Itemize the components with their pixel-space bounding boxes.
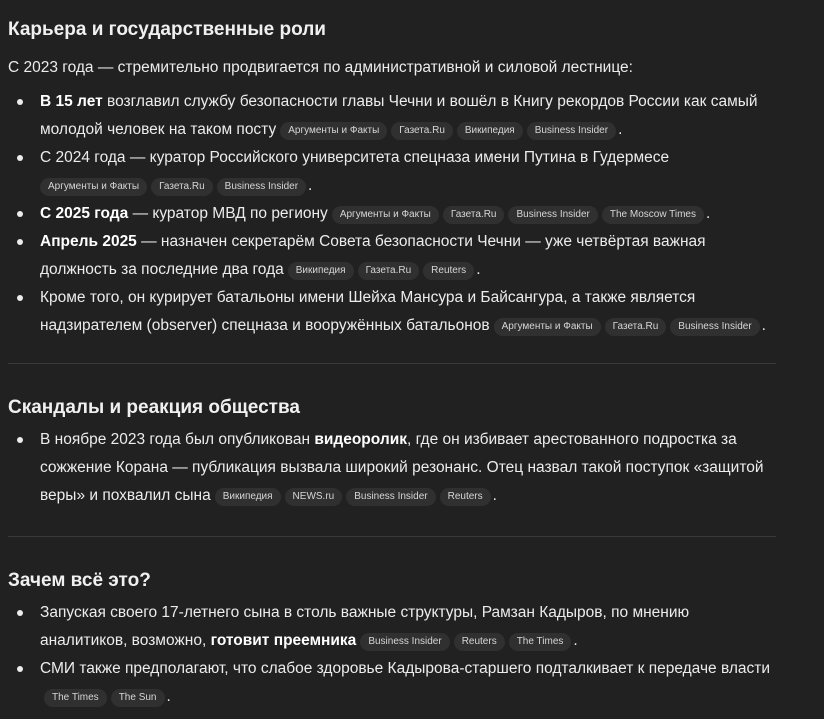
career-item-1 bbox=[8, 88, 778, 144]
divider bbox=[8, 363, 776, 364]
period: . bbox=[618, 121, 623, 138]
source-chip[interactable]: Аргументы и Факты bbox=[494, 318, 601, 336]
why-section bbox=[8, 569, 778, 711]
source-chip[interactable]: Business Insider bbox=[360, 633, 449, 651]
item-text: — куратор МВД по региону bbox=[128, 205, 328, 222]
source-chip[interactable]: Википедия bbox=[457, 122, 523, 140]
career-item-5 bbox=[8, 284, 778, 340]
bold-text: С 2025 года bbox=[40, 205, 129, 222]
item-text: Запуская своего 17-летнего сына в столь важные структуры, Рамзан Кадыров, по мнению аналитиков, возможно, bbox=[40, 604, 690, 649]
source-chip[interactable]: NEWS.ru bbox=[285, 488, 343, 506]
period: . bbox=[476, 261, 481, 278]
source-chip[interactable]: Business Insider bbox=[217, 178, 306, 196]
source-chip[interactable]: The Times bbox=[44, 689, 107, 707]
why-list bbox=[8, 599, 778, 711]
period: . bbox=[573, 632, 578, 649]
item-text: возглавил службу безопасности главы Чечни и вошёл в Книгу рекордов России как самый молодой человек на таком посту bbox=[40, 93, 758, 138]
career-heading: Карьера и государственные роли bbox=[8, 19, 326, 40]
item-text: Кроме того, он курирует батальоны имени Шейха Мансура и Байсангура, а также является надзирателем (observer) спецназа и вооружённых батальонов bbox=[40, 289, 696, 334]
divider bbox=[8, 536, 776, 537]
source-chip[interactable]: Газета.Ru bbox=[605, 318, 667, 336]
career-item-4 bbox=[8, 228, 778, 284]
why-item-1 bbox=[8, 599, 778, 655]
source-chip[interactable]: Википедия bbox=[215, 488, 281, 506]
bold-text: видеоролик bbox=[314, 431, 407, 448]
source-chip[interactable]: Business Insider bbox=[346, 488, 435, 506]
career-section bbox=[8, 18, 778, 340]
scandals-list bbox=[8, 426, 778, 510]
source-chip[interactable]: Газета.Ru bbox=[358, 262, 420, 280]
bold-text: готовит преемника bbox=[210, 632, 357, 649]
period: . bbox=[492, 487, 497, 504]
item-text: СМИ также предполагают, что слабое здоровье Кадырова-старшего подталкивает к передаче власти bbox=[40, 660, 771, 677]
item-text: — назначен секретарём Совета безопасности Чечни — уже четвёртая важная должность за последние два года bbox=[40, 233, 706, 278]
period: . bbox=[166, 688, 171, 705]
source-chip[interactable]: Reuters bbox=[440, 488, 491, 506]
item-text: В ноябре 2023 года был опубликован bbox=[40, 431, 315, 448]
bold-text: Апрель 2025 bbox=[40, 233, 137, 250]
why-item-2 bbox=[8, 655, 778, 711]
source-chip[interactable]: Business Insider bbox=[508, 206, 597, 224]
item-text: , где он избивает арестованного подростка за сожжение Корана — публикация вызвала широкий резонанс. Отец назвал такой поступок «защитой веры» и похвалил сына bbox=[40, 431, 764, 504]
source-chip[interactable]: Business Insider bbox=[670, 318, 759, 336]
source-chip[interactable]: Reuters bbox=[423, 262, 474, 280]
career-item-3 bbox=[8, 200, 778, 228]
why-heading: Зачем всё это? bbox=[8, 570, 151, 591]
source-chip[interactable]: Аргументы и Факты bbox=[280, 122, 387, 140]
period: . bbox=[308, 177, 313, 194]
period: . bbox=[706, 205, 711, 222]
source-chip[interactable]: Газета.Ru bbox=[151, 178, 213, 196]
career-intro: С 2023 года — стремительно продвигается по административной и силовой лестнице: bbox=[8, 59, 633, 76]
source-chip[interactable]: Reuters bbox=[454, 633, 505, 651]
scandals-item bbox=[8, 426, 778, 510]
source-chip[interactable]: Аргументы и Факты bbox=[40, 178, 147, 196]
period: . bbox=[761, 317, 766, 334]
source-chip[interactable]: Business Insider bbox=[527, 122, 616, 140]
career-list bbox=[8, 88, 778, 340]
bold-text: В 15 лет bbox=[40, 93, 103, 110]
source-chip[interactable]: The Sun bbox=[111, 689, 165, 707]
source-chip[interactable]: Аргументы и Факты bbox=[332, 206, 439, 224]
source-chip[interactable]: Газета.Ru bbox=[391, 122, 453, 140]
scandals-section bbox=[8, 396, 778, 510]
source-chip[interactable]: The Times bbox=[509, 633, 572, 651]
source-chip[interactable]: Википедия bbox=[288, 262, 354, 280]
source-chip[interactable]: The Moscow Times bbox=[602, 206, 704, 224]
source-chip[interactable]: Газета.Ru bbox=[443, 206, 505, 224]
career-item-2 bbox=[8, 144, 778, 200]
scandals-heading: Скандалы и реакция общества bbox=[8, 397, 300, 418]
item-text: С 2024 года — куратор Российского университета спецназа имени Путина в Гудермесе bbox=[40, 149, 670, 166]
